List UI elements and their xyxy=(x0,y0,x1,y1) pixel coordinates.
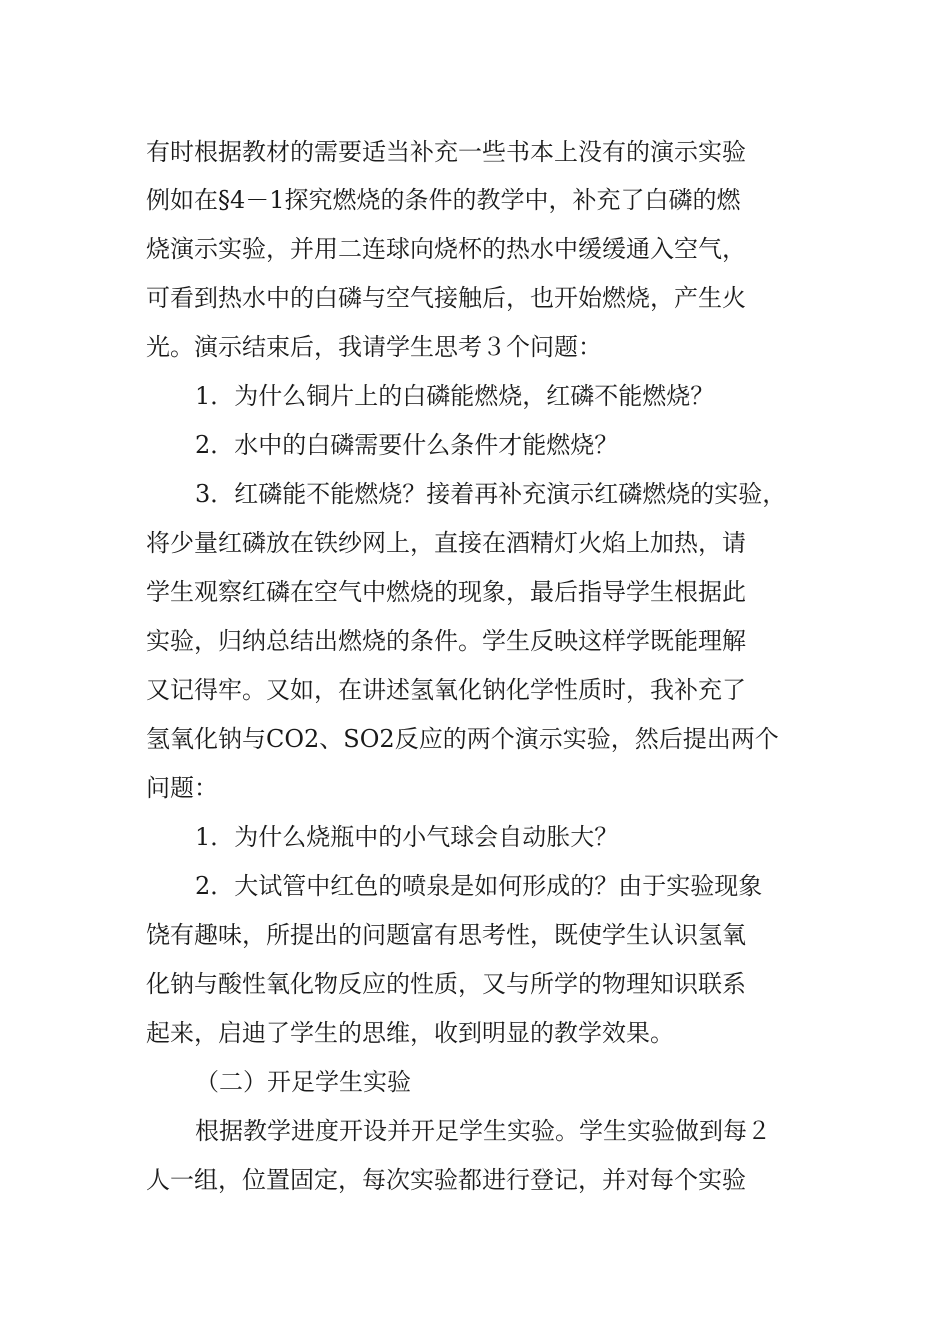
text-line: 饶有趣味，所提出的问题富有思考性，既使学生认识氢氧 xyxy=(146,921,746,949)
section-heading: （二）开足学生实验 xyxy=(195,1068,411,1096)
text-line: 实验，归纳总结出燃烧的条件。学生反映这样学既能理解 xyxy=(146,627,746,655)
list-item: 3．红磷能不能燃烧？接着再补充演示红磷燃烧的实验， xyxy=(195,480,787,508)
text-line: 光。演示结束后，我请学生思考３个问题： xyxy=(146,333,602,361)
list-item: 2．大试管中红色的喷泉是如何形成的？由于实验现象 xyxy=(195,872,763,900)
text-line: 化钠与酸性氧化物反应的性质，又与所学的物理知识联系 xyxy=(146,970,746,998)
text-line: 人一组，位置固定，每次实验都进行登记，并对每个实验 xyxy=(146,1166,746,1194)
list-item: 1．为什么铜片上的白磷能燃烧，红磷不能燃烧？ xyxy=(195,382,715,410)
text-line: 例如在§4－1探究燃烧的条件的教学中，补充了白磷的燃 xyxy=(146,186,741,214)
text-line: 烧演示实验，并用二连球向烧杯的热水中缓缓通入空气， xyxy=(146,235,746,263)
text-line: 将少量红磷放在铁纱网上，直接在酒精灯火焰上加热，请 xyxy=(146,529,746,557)
text-line: 学生观察红磷在空气中燃烧的现象，最后指导学生根据此 xyxy=(146,578,746,606)
text-line: 可看到热水中的白磷与空气接触后，也开始燃烧，产生火 xyxy=(146,284,746,312)
text-line: 又记得牢。又如，在讲述氢氧化钠化学性质时，我补充了 xyxy=(146,676,746,704)
text-line: 氢氧化钠与CO2、SO2反应的两个演示实验，然后提出两个 xyxy=(146,725,779,753)
text-line: 起来，启迪了学生的思维，收到明显的教学效果。 xyxy=(146,1019,674,1047)
text-line: 有时根据教材的需要适当补充一些书本上没有的演示实验 xyxy=(146,138,746,166)
text-line: 根据教学进度开设并开足学生实验。学生实验做到每２ xyxy=(195,1117,771,1145)
text-line: 问题： xyxy=(146,774,218,802)
list-item: 2．水中的白磷需要什么条件才能燃烧？ xyxy=(195,431,619,459)
list-item: 1．为什么烧瓶中的小气球会自动胀大？ xyxy=(195,823,619,851)
